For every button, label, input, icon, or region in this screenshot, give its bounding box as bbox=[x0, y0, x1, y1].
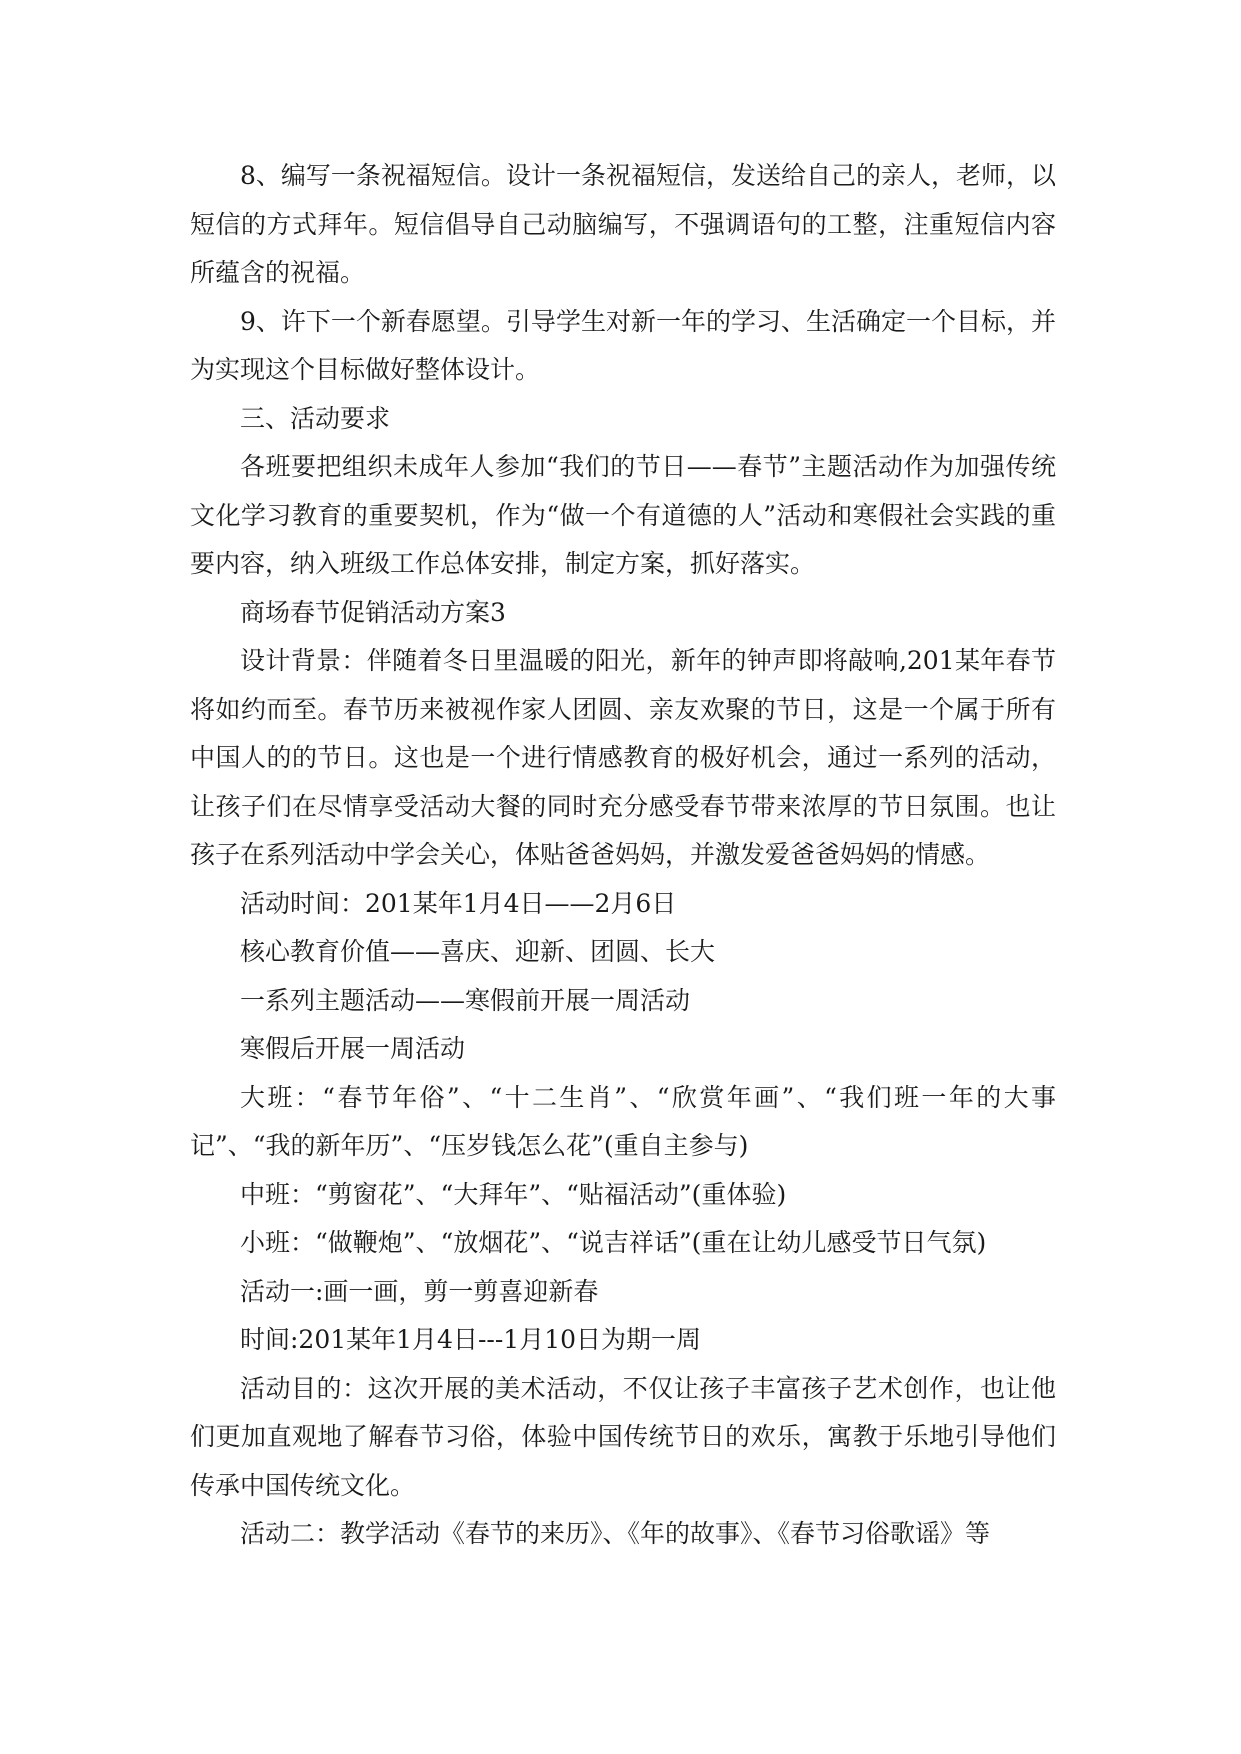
paragraph-series-before: 一系列主题活动——寒假前开展一周活动 bbox=[240, 985, 691, 1015]
paragraph-series-after: 寒假后开展一周活动 bbox=[240, 1034, 466, 1063]
paragraph-item-8: 8、编写一条祝福短信。设计一条祝福短信，发送给自己的亲人，老师，以短信的方式拜年。短信倡导自己动脑编写，不强调语句的工整，注重短信内容所蕴含的祝福。 bbox=[190, 161, 1056, 287]
section-heading-requirements: 三、活动要求 bbox=[240, 403, 391, 433]
paragraph-middle-class: 中班：“剪窗花”、“大拜年”、“贴福活动”(重体验) bbox=[240, 1179, 787, 1209]
paragraph-junior-class: 小班：“做鞭炮”、“放烟花”、“说吉祥话”(重在让幼儿感受节日气氛) bbox=[240, 1228, 987, 1257]
paragraph-activity-purpose: 活动目的：这次开展的美术活动，不仅让孩子丰富孩子艺术创作，也让他们更加直观地了解春节习俗，体验中国传统节日的欢乐，寓教于乐地引导他们传承中国传统文化。 bbox=[190, 1373, 1056, 1500]
paragraph-activity-two: 活动二：教学活动《春节的来历》、《年的故事》、《春节习俗歌谣》等 bbox=[240, 1519, 991, 1548]
paragraph-activity-one: 活动一:画一画，剪一剪喜迎新春 bbox=[240, 1276, 599, 1306]
paragraph-item-9: 9、许下一个新春愿望。引导学生对新一年的学习、生活确定一个目标，并为实现这个目标做好整体设计。 bbox=[190, 306, 1056, 384]
paragraph-requirements: 各班要把组织未成年人参加“我们的节日——春节”主题活动作为加强传统文化学习教育的重要契机，作为“做一个有道德的人”活动和寒假社会实践的重要内容，纳入班级工作总体安排，制定方案，抓好落实。 bbox=[190, 452, 1056, 578]
paragraph-activity-time: 活动时间：201某年1月4日——2月6日 bbox=[240, 888, 677, 918]
paragraph-core-value: 核心教育价值——喜庆、迎新、团圆、长大 bbox=[240, 937, 716, 966]
paragraph-activity-one-time: 时间:201某年1月4日---1月10日为期一周 bbox=[240, 1325, 702, 1354]
document-body bbox=[190, 152, 1056, 1559]
section-heading-plan-3: 商场春节促销活动方案3 bbox=[240, 597, 506, 627]
paragraph-senior-class: 大班：“春节年俗”、“十二生肖”、“欣赏年画”、“我们班一年的大事记”、“我的新年历”、“压岁钱怎么花”(重自主参与) bbox=[190, 1082, 1056, 1160]
paragraph-background: 设计背景：伴随着冬日里温暖的阳光，新年的钟声即将敲响,201某年春节将如约而至。春节历来被视作家人团圆、亲友欢聚的节日，这是一个属于所有中国人的的节日。这也是一个进行情感教育的极好机会，通过一系列的活动，让孩子们在尽情享受活动大餐的同时充分感受春节带来浓厚的节日氛围。也让孩子在系列活动中学会关心，体贴爸爸妈妈，并激发爱爸爸妈妈的情感。 bbox=[190, 646, 1056, 869]
